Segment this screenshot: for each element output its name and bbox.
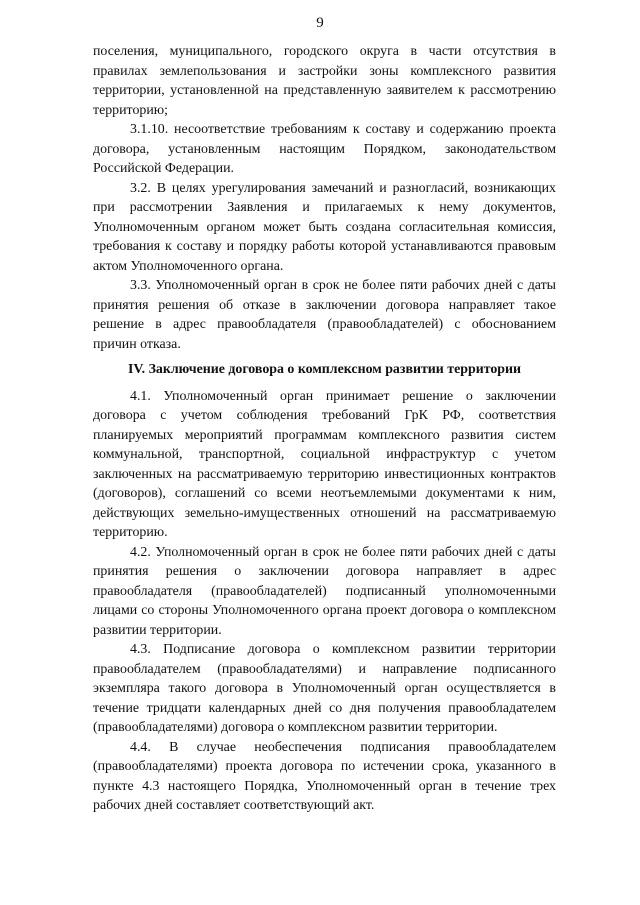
page-number: 9 — [316, 15, 324, 31]
paragraph-continuation: поселения, муниципального, городского округа в части отсутствия в правилах землепользования и застройки зоны комплексного развития территории, установленной на представленную заявителем к рассмотрению территорию; — [93, 44, 556, 118]
paragraph-4-2: 4.2. Уполномоченный орган в срок не более пяти рабочих дней с даты принятия решения о заключении договора направляет в адрес правообладателя (правообладателей) подписанный уполномоченными лицами со стороны Уполномоченного органа проект договора о комплексном развитии территории. — [93, 544, 556, 638]
paragraph-3-2: 3.2. В целях урегулирования замечаний и разногласий, возникающих при рассмотрении Заявления и прилагаемых к нему документов, Уполномоченным органом может быть создана согласительная комиссия, требования к составу и порядку работы которой устанавливаются правовым актом Уполномоченного органа. — [93, 180, 556, 274]
paragraph-3-1-10: 3.1.10. несоответствие требованиям к составу и содержанию проекта договора, установленным настоящим Порядком, законодательством Российской Федерации. — [93, 122, 556, 176]
paragraph-4-4: 4.4. В случае необеспечения подписания правообладателем (правообладателями) проекта договора по истечении срока, указанного в пункте 4.3 настоящего Порядка, Уполномоченный орган в течение трех рабочих дней составляет соответствующий акт. — [93, 739, 556, 813]
paragraph-3-3: 3.3. Уполномоченный орган в срок не более пяти рабочих дней с даты принятия решения об отказе в заключении договора направляет такое решение в адрес правообладателя (правообладателей) с обоснованием причин отказа. — [93, 278, 556, 352]
paragraph-4-1: 4.1. Уполномоченный орган принимает решение о заключении договора с учетом соблюдения требований ГрК РФ, соответствия планируемых мероприятий программам комплексного развития систем коммунальной, транспортной, социальной инфраструктур с учетом заключенных на рассматриваемую территорию инвестиционных контрактов (договоров), соглашений со всеми неотъемлемыми документами к ним, действующих земельно-имущественных отношений на рассматриваемую территорию. — [93, 388, 556, 540]
section-heading: IV. Заключение договора о комплексном развитии территории — [127, 362, 522, 377]
document-body — [93, 42, 556, 816]
paragraph-4-3: 4.3. Подписание договора о комплексном развитии территории правообладателем (правообладателями) и направление подписанного экземпляра такого договора в Уполномоченный орган осуществляется в течение тридцати календарных дней со дня получения правообладателем (правообладателями) договора о комплексном развитии территории. — [93, 642, 556, 735]
